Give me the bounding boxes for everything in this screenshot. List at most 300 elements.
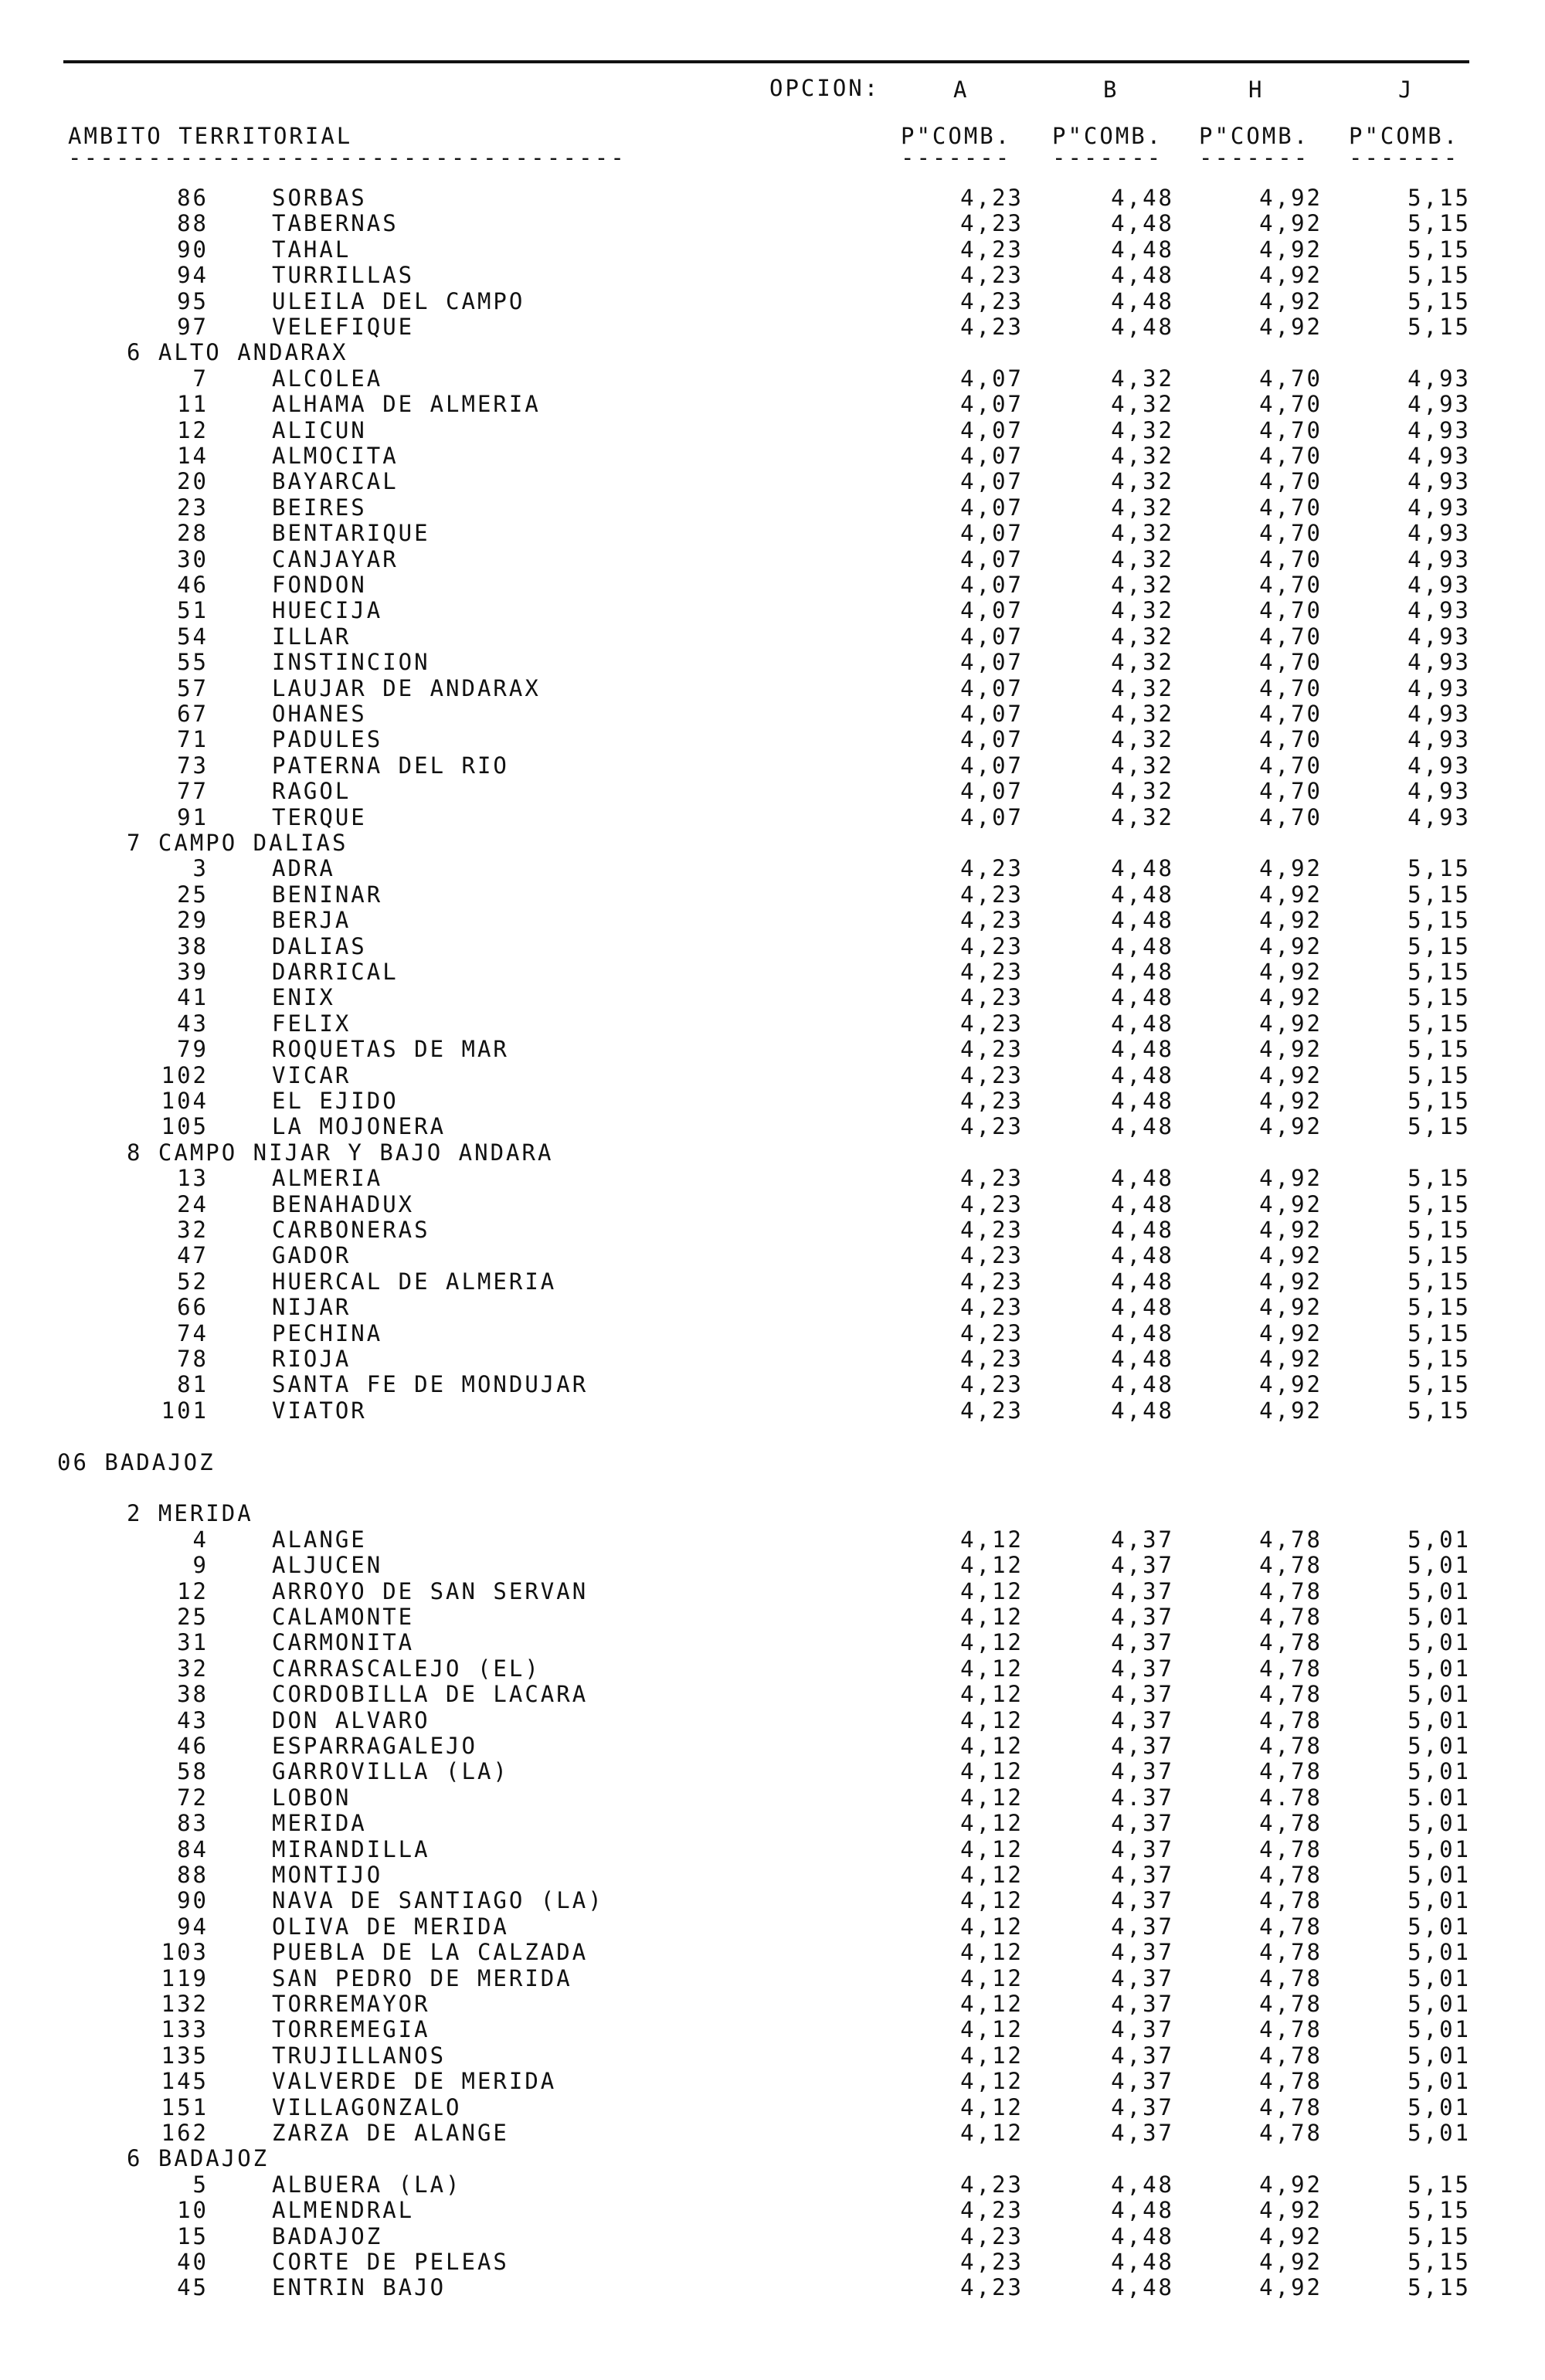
price-value-a: 4,23 (960, 210, 1024, 237)
municipality-code: 90 (177, 1887, 209, 1914)
price-value-j: 4,93 (1407, 391, 1471, 418)
municipality-code: 41 (177, 984, 209, 1011)
price-value-j: 5,15 (1407, 855, 1471, 882)
price-value-h: 4,78 (1259, 1629, 1323, 1656)
municipality-name: CALAMONTE (272, 1604, 415, 1630)
price-value-a: 4,07 (960, 623, 1024, 650)
price-value-h: 4,70 (1259, 545, 1323, 572)
municipality-code: 30 (177, 545, 209, 572)
price-value-h: 4,78 (1259, 1913, 1323, 1940)
municipality-name: ALMERIA (272, 1165, 383, 1192)
price-value-b: 4,32 (1111, 416, 1174, 443)
price-value-h: 4.78 (1259, 1784, 1323, 1811)
price-value-j: 4,93 (1407, 365, 1471, 392)
price-value-j: 5,01 (1407, 2016, 1471, 2043)
municipality-code: 66 (177, 1294, 209, 1321)
price-value-b: 4,48 (1111, 314, 1174, 340)
municipality-name: BAYARCAL (272, 468, 399, 495)
price-value-b: 4,48 (1111, 2249, 1174, 2275)
price-value-j: 4,93 (1407, 623, 1471, 650)
price-value-b: 4,48 (1111, 1371, 1174, 1398)
municipality-code: 14 (177, 443, 209, 469)
price-value-j: 5,15 (1407, 907, 1471, 934)
municipality-name: ALHAMA DE ALMERIA (272, 391, 541, 418)
price-value-a: 4,23 (960, 1371, 1024, 1398)
price-value-a: 4,07 (960, 701, 1024, 727)
price-value-h: 4,78 (1259, 1552, 1323, 1579)
municipality-name: CORDOBILLA DE LACARA (272, 1681, 589, 1708)
price-value-j: 5,15 (1407, 932, 1471, 959)
municipality-name: SORBAS (272, 185, 367, 211)
municipality-code: 67 (177, 701, 209, 727)
price-value-b: 4,37 (1111, 2068, 1174, 2095)
municipality-code: 88 (177, 1862, 209, 1888)
municipality-name: FONDON (272, 572, 367, 598)
price-value-b: 4,37 (1111, 1629, 1174, 1656)
price-value-b: 4,48 (1111, 932, 1174, 959)
price-value-h: 4,92 (1259, 2274, 1323, 2301)
price-value-j: 5,01 (1407, 2068, 1471, 2095)
price-value-h: 4,92 (1259, 1036, 1323, 1063)
price-value-j: 5,15 (1407, 1217, 1471, 1243)
municipality-name: BENTARIQUE (272, 520, 430, 547)
price-value-h: 4,70 (1259, 443, 1323, 469)
price-value-b: 4,37 (1111, 1526, 1174, 1553)
price-value-a: 4,23 (960, 1217, 1024, 1243)
price-value-a: 4,12 (960, 1577, 1024, 1604)
price-value-a: 4,23 (960, 984, 1024, 1011)
municipality-name: RIOJA (272, 1346, 351, 1372)
price-value-b: 4,37 (1111, 1604, 1174, 1630)
price-value-a: 4,23 (960, 932, 1024, 959)
price-value-a: 4,12 (960, 1526, 1024, 1553)
municipality-code: 32 (177, 1655, 209, 1682)
municipality-name: CANJAYAR (272, 545, 399, 572)
municipality-code: 46 (177, 1733, 209, 1759)
price-value-h: 4,70 (1259, 752, 1323, 779)
municipality-code: 5 (192, 2171, 209, 2198)
price-value-h: 4,78 (1259, 1655, 1323, 1682)
price-value-j: 5,15 (1407, 984, 1471, 1011)
price-value-a: 4,23 (960, 855, 1024, 882)
municipality-code: 29 (177, 907, 209, 934)
price-value-j: 5,01 (1407, 2093, 1471, 2120)
price-value-h: 4,92 (1259, 1397, 1323, 1424)
municipality-code: 46 (177, 572, 209, 598)
price-value-a: 4,12 (960, 1629, 1024, 1656)
price-value-b: 4,48 (1111, 959, 1174, 985)
price-value-h: 4,92 (1259, 2171, 1323, 2198)
price-value-b: 4,48 (1111, 1061, 1174, 1088)
price-value-h: 4,78 (1259, 1939, 1323, 1966)
price-value-b: 4,48 (1111, 1294, 1174, 1321)
price-value-a: 4,07 (960, 468, 1024, 495)
price-value-h: 4,92 (1259, 2222, 1323, 2249)
municipality-name: VICAR (272, 1061, 351, 1088)
price-value-h: 4,70 (1259, 416, 1323, 443)
price-value-h: 4,78 (1259, 1887, 1323, 1914)
price-value-h: 4,70 (1259, 674, 1323, 701)
municipality-code: 74 (177, 1319, 209, 1346)
price-value-b: 4,32 (1111, 701, 1174, 727)
price-value-b: 4,37 (1111, 1758, 1174, 1785)
price-value-b: 4,48 (1111, 1242, 1174, 1269)
price-value-h: 4,78 (1259, 2120, 1323, 2146)
price-value-b: 4,32 (1111, 468, 1174, 495)
price-value-j: 4,93 (1407, 545, 1471, 572)
municipality-name: VILLAGONZALO (272, 2093, 462, 2120)
price-value-h: 4,92 (1259, 314, 1323, 340)
price-value-a: 4,23 (960, 2222, 1024, 2249)
price-value-b: 4,32 (1111, 803, 1174, 830)
municipality-code: 103 (161, 1939, 209, 1966)
municipality-name: DARRICAL (272, 959, 399, 985)
price-value-j: 5,01 (1407, 1655, 1471, 1682)
price-value-b: 4,32 (1111, 520, 1174, 547)
price-value-b: 4,48 (1111, 1268, 1174, 1295)
price-value-j: 5,15 (1407, 236, 1471, 263)
price-value-a: 4,07 (960, 494, 1024, 521)
price-value-b: 4,48 (1111, 907, 1174, 934)
col-label-j: P"COMB. (1349, 123, 1460, 149)
municipality-name: ALANGE (272, 1526, 367, 1553)
price-value-b: 4,48 (1111, 984, 1174, 1011)
price-value-h: 4,92 (1259, 185, 1323, 211)
price-value-j: 5,01 (1407, 1913, 1471, 1940)
price-value-j: 4,93 (1407, 443, 1471, 469)
price-value-a: 4,07 (960, 597, 1024, 624)
price-value-b: 4,37 (1111, 1733, 1174, 1759)
price-value-h: 4,92 (1259, 1371, 1323, 1398)
price-value-b: 4,32 (1111, 365, 1174, 392)
col-label-a: P"COMB. (901, 123, 1012, 149)
price-value-b: 4,37 (1111, 1577, 1174, 1604)
municipality-name: NAVA DE SANTIAGO (LA) (272, 1887, 604, 1914)
price-value-a: 4,12 (960, 1758, 1024, 1785)
price-value-b: 4,37 (1111, 2042, 1174, 2069)
price-value-h: 4,70 (1259, 572, 1323, 598)
price-value-h: 4,78 (1259, 1526, 1323, 1553)
price-value-h: 4,92 (1259, 984, 1323, 1011)
municipality-code: 86 (177, 185, 209, 211)
municipality-name: ROQUETAS DE MAR (272, 1036, 509, 1063)
price-value-a: 4,12 (960, 1810, 1024, 1837)
price-value-j: 5,15 (1407, 210, 1471, 237)
price-value-j: 5,01 (1407, 1991, 1471, 2017)
price-value-h: 4,78 (1259, 2016, 1323, 2043)
col-rule-j: ------- (1349, 144, 1460, 171)
price-value-b: 4,48 (1111, 287, 1174, 314)
subregion-heading: 6 BADAJOZ (127, 2145, 270, 2172)
municipality-code: 3 (192, 855, 209, 882)
price-value-b: 4,48 (1111, 236, 1174, 263)
price-value-j: 5,15 (1407, 881, 1471, 908)
price-value-a: 4,12 (960, 1655, 1024, 1682)
municipality-code: 43 (177, 1706, 209, 1733)
price-value-a: 4,12 (960, 1784, 1024, 1811)
price-value-b: 4,48 (1111, 262, 1174, 289)
price-value-a: 4,23 (960, 2274, 1024, 2301)
municipality-code: 25 (177, 881, 209, 908)
municipality-code: 7 (192, 365, 209, 392)
price-value-h: 4,92 (1259, 959, 1323, 985)
municipality-name: GADOR (272, 1242, 351, 1269)
municipality-code: 104 (161, 1088, 209, 1114)
municipality-code: 40 (177, 2249, 209, 2275)
price-value-a: 4,07 (960, 443, 1024, 469)
price-value-b: 4,48 (1111, 1346, 1174, 1372)
col-label-h: P"COMB. (1199, 123, 1310, 149)
municipality-name: ALCOLEA (272, 365, 383, 392)
price-value-h: 4,78 (1259, 1862, 1323, 1888)
municipality-name: BENAHADUX (272, 1190, 415, 1217)
price-value-a: 4,07 (960, 649, 1024, 676)
price-value-a: 4,23 (960, 1294, 1024, 1321)
subregion-heading: 2 MERIDA (127, 1500, 253, 1527)
price-value-j: 5,15 (1407, 1113, 1471, 1140)
municipality-name: CARMONITA (272, 1629, 415, 1656)
price-value-b: 4,48 (1111, 210, 1174, 237)
price-value-j: 5,01 (1407, 1604, 1471, 1630)
col-label-b: P"COMB. (1052, 123, 1163, 149)
municipality-code: 88 (177, 210, 209, 237)
price-value-j: 5,15 (1407, 2249, 1471, 2275)
price-value-a: 4,23 (960, 1061, 1024, 1088)
price-value-h: 4,78 (1259, 1758, 1323, 1785)
municipality-name: HUERCAL DE ALMERIA (272, 1268, 557, 1295)
price-value-a: 4,07 (960, 726, 1024, 753)
col-rule-h: ------- (1199, 144, 1310, 171)
municipality-code: 38 (177, 1681, 209, 1708)
municipality-name: PADULES (272, 726, 383, 753)
price-value-j: 5,01 (1407, 1733, 1471, 1759)
price-value-j: 5,01 (1407, 1681, 1471, 1708)
municipality-code: 20 (177, 468, 209, 495)
price-value-b: 4,48 (1111, 2222, 1174, 2249)
price-value-h: 4,92 (1259, 932, 1323, 959)
price-value-b: 4,37 (1111, 1913, 1174, 1940)
price-value-a: 4,12 (960, 2093, 1024, 2120)
price-value-j: 5,01 (1407, 1939, 1471, 1966)
price-value-j: 4,93 (1407, 572, 1471, 598)
municipality-name: DALIAS (272, 932, 367, 959)
price-value-a: 4,12 (960, 1964, 1024, 1991)
opcion-label: OPCION: (769, 75, 881, 101)
price-value-h: 4,78 (1259, 1604, 1323, 1630)
price-value-j: 4,93 (1407, 597, 1471, 624)
price-value-j: 5,15 (1407, 2222, 1471, 2249)
price-value-a: 4,23 (960, 1165, 1024, 1192)
price-value-b: 4,37 (1111, 2120, 1174, 2146)
price-value-h: 4,92 (1259, 1061, 1323, 1088)
municipality-code: 57 (177, 674, 209, 701)
price-value-b: 4,32 (1111, 494, 1174, 521)
price-value-a: 4,23 (960, 287, 1024, 314)
price-value-a: 4,23 (960, 907, 1024, 934)
municipality-name: SAN PEDRO DE MERIDA (272, 1964, 572, 1991)
price-value-h: 4,78 (1259, 2068, 1323, 2095)
price-value-h: 4,70 (1259, 494, 1323, 521)
municipality-code: 133 (161, 2016, 209, 2043)
municipality-code: 78 (177, 1346, 209, 1372)
municipality-name: PUEBLA DE LA CALZADA (272, 1939, 589, 1966)
price-value-b: 4,37 (1111, 1655, 1174, 1682)
price-value-j: 5,15 (1407, 287, 1471, 314)
municipality-name: MIRANDILLA (272, 1835, 430, 1862)
municipality-name: MERIDA (272, 1810, 367, 1837)
price-value-h: 4,92 (1259, 1165, 1323, 1192)
municipality-name: RAGOL (272, 778, 351, 805)
price-value-j: 5,15 (1407, 1190, 1471, 1217)
price-value-b: 4,48 (1111, 855, 1174, 882)
price-value-a: 4,23 (960, 1268, 1024, 1295)
municipality-code: 119 (161, 1964, 209, 1991)
municipality-code: 135 (161, 2042, 209, 2069)
municipality-code: 105 (161, 1113, 209, 1140)
municipality-name: TABERNAS (272, 210, 399, 237)
price-value-j: 5,01 (1407, 1552, 1471, 1579)
municipality-code: 101 (161, 1397, 209, 1424)
price-value-a: 4,07 (960, 416, 1024, 443)
price-value-j: 5,01 (1407, 1964, 1471, 1991)
price-value-a: 4,12 (960, 2042, 1024, 2069)
price-value-j: 5,01 (1407, 1629, 1471, 1656)
price-value-a: 4,12 (960, 2068, 1024, 2095)
price-value-a: 4,12 (960, 1706, 1024, 1733)
price-value-h: 4,78 (1259, 1706, 1323, 1733)
price-value-h: 4,78 (1259, 1835, 1323, 1862)
price-value-a: 4,23 (960, 1036, 1024, 1063)
price-value-h: 4,92 (1259, 881, 1323, 908)
price-value-j: 5,15 (1407, 1371, 1471, 1398)
price-value-b: 4,48 (1111, 185, 1174, 211)
price-value-b: 4,48 (1111, 2197, 1174, 2224)
municipality-name: BERJA (272, 907, 351, 934)
municipality-code: 24 (177, 1190, 209, 1217)
municipality-name: ALMENDRAL (272, 2197, 415, 2224)
price-value-j: 5,01 (1407, 1526, 1471, 1553)
price-value-a: 4,07 (960, 391, 1024, 418)
municipality-code: 38 (177, 932, 209, 959)
price-value-a: 4,07 (960, 545, 1024, 572)
price-value-a: 4,12 (960, 1913, 1024, 1940)
municipality-name: CARBONERAS (272, 1217, 430, 1243)
price-value-j: 5,01 (1407, 1810, 1471, 1837)
price-value-b: 4,32 (1111, 752, 1174, 779)
municipality-code: 32 (177, 1217, 209, 1243)
price-value-h: 4,92 (1259, 236, 1323, 263)
price-value-a: 4,23 (960, 959, 1024, 985)
price-value-b: 4,32 (1111, 623, 1174, 650)
option-j: J (1398, 76, 1414, 103)
price-value-j: 5,15 (1407, 2171, 1471, 2198)
price-value-h: 4,70 (1259, 520, 1323, 547)
price-value-j: 5,01 (1407, 1758, 1471, 1785)
municipality-name: ULEILA DEL CAMPO (272, 287, 525, 314)
municipality-name: ZARZA DE ALANGE (272, 2120, 509, 2146)
price-value-j: 5,15 (1407, 1346, 1471, 1372)
price-value-b: 4,48 (1111, 1010, 1174, 1037)
subregion-heading: 8 CAMPO NIJAR Y BAJO ANDARA (127, 1139, 554, 1166)
municipality-code: 83 (177, 1810, 209, 1837)
price-value-b: 4,37 (1111, 1939, 1174, 1966)
price-value-j: 5,15 (1407, 1010, 1471, 1037)
price-value-j: 5,01 (1407, 1835, 1471, 1862)
municipality-code: 145 (161, 2068, 209, 2095)
municipality-name: PECHINA (272, 1319, 383, 1346)
price-value-j: 5,01 (1407, 1706, 1471, 1733)
price-value-b: 4,37 (1111, 1991, 1174, 2017)
price-value-b: 4,32 (1111, 545, 1174, 572)
municipality-code: 151 (161, 2093, 209, 2120)
price-value-h: 4,78 (1259, 1733, 1323, 1759)
ambito-rule: ----------------------------------- (68, 144, 627, 171)
price-value-a: 4,23 (960, 1242, 1024, 1269)
price-value-b: 4,37 (1111, 1887, 1174, 1914)
municipality-code: 31 (177, 1629, 209, 1656)
price-value-h: 4,70 (1259, 803, 1323, 830)
price-value-j: 5,15 (1407, 1268, 1471, 1295)
municipality-code: 12 (177, 1577, 209, 1604)
municipality-name: EL EJIDO (272, 1088, 399, 1114)
municipality-name: OLIVA DE MERIDA (272, 1913, 509, 1940)
price-value-b: 4,37 (1111, 1835, 1174, 1862)
municipality-code: 73 (177, 752, 209, 779)
option-a: A (953, 76, 969, 103)
price-value-a: 4,23 (960, 2249, 1024, 2275)
price-value-h: 4,92 (1259, 1088, 1323, 1114)
top-rule (63, 60, 1469, 63)
price-value-j: 5,01 (1407, 1862, 1471, 1888)
municipality-code: 81 (177, 1371, 209, 1398)
municipality-name: HUECIJA (272, 597, 383, 624)
municipality-name: TORREMAYOR (272, 1991, 430, 2017)
municipality-name: SANTA FE DE MONDUJAR (272, 1371, 589, 1398)
col-rule-b: ------- (1052, 144, 1163, 171)
municipality-name: ENIX (272, 984, 335, 1011)
price-value-j: 5,01 (1407, 2042, 1471, 2069)
price-value-a: 4,12 (960, 2120, 1024, 2146)
municipality-name: ALJUCEN (272, 1552, 383, 1579)
municipality-code: 58 (177, 1758, 209, 1785)
municipality-code: 45 (177, 2274, 209, 2301)
municipality-name: FELIX (272, 1010, 351, 1037)
municipality-name: BEIRES (272, 494, 367, 521)
municipality-code: 39 (177, 959, 209, 985)
price-value-a: 4,07 (960, 520, 1024, 547)
municipality-name: VALVERDE DE MERIDA (272, 2068, 557, 2095)
price-value-b: 4,48 (1111, 1319, 1174, 1346)
price-value-j: 5,15 (1407, 1061, 1471, 1088)
price-value-h: 4,92 (1259, 907, 1323, 934)
municipality-name: TRUJILLANOS (272, 2042, 447, 2069)
price-value-j: 5,15 (1407, 2274, 1471, 2301)
municipality-name: VELEFIQUE (272, 314, 415, 340)
price-value-a: 4,23 (960, 1088, 1024, 1114)
municipality-code: 15 (177, 2222, 209, 2249)
municipality-name: LAUJAR DE ANDARAX (272, 674, 541, 701)
price-value-h: 4,92 (1259, 287, 1323, 314)
municipality-name: ADRA (272, 855, 335, 882)
municipality-name: ESPARRAGALEJO (272, 1733, 477, 1759)
price-value-b: 4,48 (1111, 1397, 1174, 1424)
price-value-j: 4,93 (1407, 803, 1471, 830)
municipality-name: NIJAR (272, 1294, 351, 1321)
municipality-code: 11 (177, 391, 209, 418)
municipality-code: 28 (177, 520, 209, 547)
municipality-code: 43 (177, 1010, 209, 1037)
municipality-name: ENTRIN BAJO (272, 2274, 447, 2301)
